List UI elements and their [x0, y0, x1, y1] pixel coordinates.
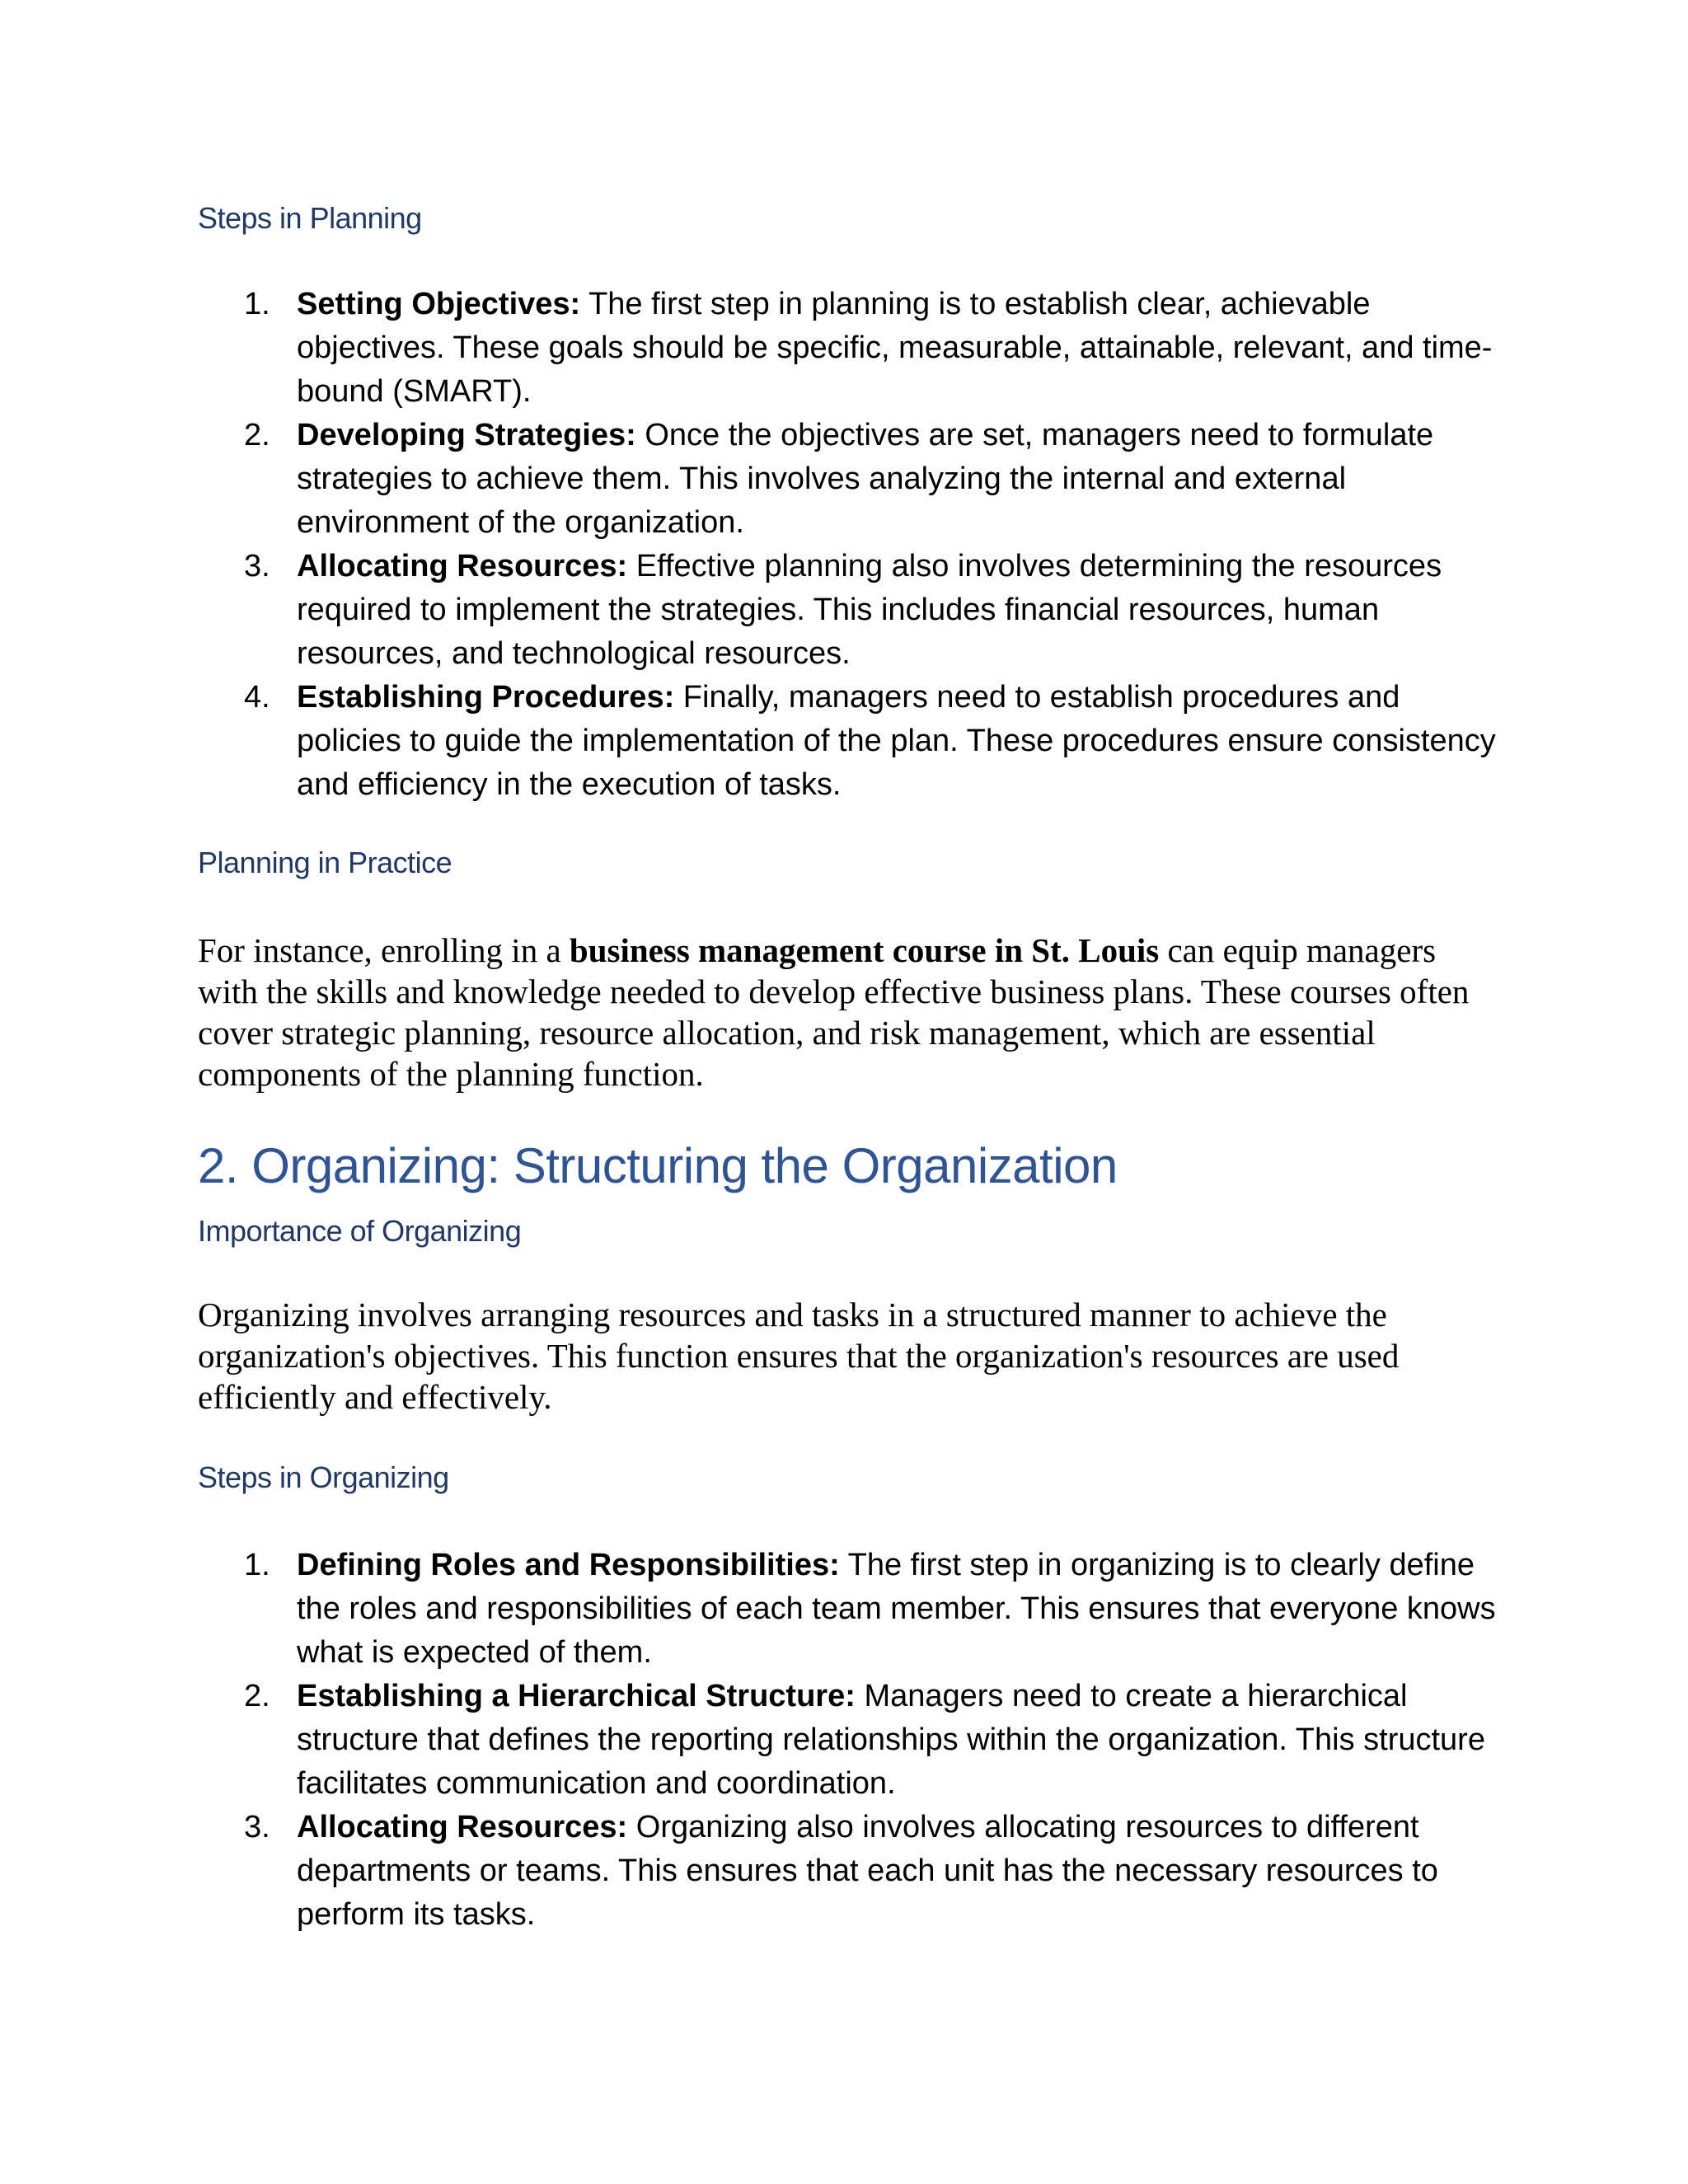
importance-of-organizing-heading: Importance of Organizing	[198, 1214, 522, 1248]
organizing-importance-paragraph: Organizing involves arranging resources and tasks in a structured manner to achieve the organization's objectives. This function ensures that the organization's resources are used efficiently and effectively.	[198, 1296, 1400, 1416]
list-number: 4.	[244, 680, 270, 715]
organizing-steps-list	[198, 1544, 1500, 1937]
step-term: Allocating Resources:	[297, 1810, 628, 1844]
list-number: 3.	[244, 549, 270, 583]
step-text: The first step in planning is to establish clear, achievable objectives. These goals should be specific, measurable, attainable, relevant, and time-bound (SMART).	[297, 287, 1493, 409]
list-item	[198, 676, 1500, 807]
list-number: 1.	[244, 1548, 270, 1582]
planning-in-practice-heading: Planning in Practice	[198, 846, 452, 879]
step-text: Once the objectives are set, managers need to formulate strategies to achieve them. This involves analyzing the internal and external environment of the organization.	[297, 418, 1434, 540]
organizing-section-title: 2. Organizing: Structuring the Organization	[198, 1138, 1118, 1193]
step-text: Finally, managers need to establish procedures and policies to guide the implementation of the plan. These procedures ensure consistency and efficiency in the execution of tasks.	[297, 680, 1496, 802]
steps-in-organizing-heading: Steps in Organizing	[198, 1460, 449, 1494]
list-number: 1.	[244, 287, 270, 321]
step-term: Setting Objectives:	[297, 287, 581, 321]
step-term: Defining Roles and Responsibilities:	[297, 1548, 840, 1582]
list-number: 2.	[244, 418, 270, 452]
step-term: Allocating Resources:	[297, 549, 628, 583]
paragraph-text: For instance, enrolling in a	[198, 931, 570, 969]
steps-in-planning-heading: Steps in Planning	[198, 201, 422, 235]
step-term: Developing Strategies:	[297, 418, 636, 452]
list-item	[198, 1675, 1500, 1806]
list-number: 3.	[244, 1810, 270, 1844]
planning-steps-list	[198, 283, 1500, 807]
list-item	[198, 414, 1500, 545]
list-item	[198, 1544, 1500, 1675]
step-text: The first step in organizing is to clearly define the roles and responsibilities of each team member. This ensures that everyone knows what is expected of them.	[297, 1548, 1496, 1670]
step-text: Organizing also involves allocating resources to different departments or teams. This ensures that each unit has the necessary resources to perform its tasks.	[297, 1810, 1438, 1932]
step-text: Managers need to create a hierarchical structure that defines the reporting relationships within the organization. This structure facilitates communication and coordination.	[297, 1679, 1485, 1801]
paragraph-text: can equip managers with the skills and knowledge needed to develop effective business plans. These courses often cover strategic planning, resource allocation, and risk management, which are essential components of the planning function.	[198, 931, 1470, 1093]
step-term: Establishing a Hierarchical Structure:	[297, 1679, 856, 1713]
course-highlight: business management course in St. Louis	[569, 931, 1160, 969]
list-item	[198, 545, 1500, 676]
list-number: 2.	[244, 1679, 270, 1713]
list-item	[198, 283, 1500, 414]
list-item	[198, 1806, 1500, 1937]
step-text: Effective planning also involves determining the resources required to implement the strategies. This includes financial resources, human resources, and technological resources.	[297, 549, 1442, 671]
step-term: Establishing Procedures:	[297, 680, 675, 715]
planning-practice-paragraph	[198, 930, 1500, 1094]
